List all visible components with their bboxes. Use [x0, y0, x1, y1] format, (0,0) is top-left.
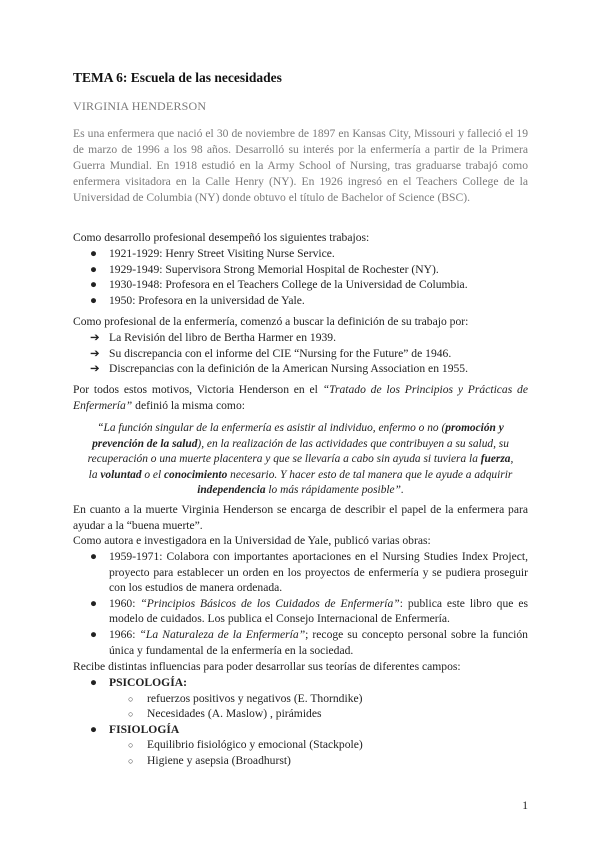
list-item: ● 1930-1948: Profesora en el Teachers College de la Universidad de Columbia.	[90, 278, 468, 292]
author-name: VIRGINIA HENDERSON	[73, 99, 207, 113]
bullet-icon: ●	[90, 247, 98, 260]
circle-bullet-icon: ○	[128, 709, 134, 720]
sub-list	[73, 737, 363, 768]
bullet-icon: ●	[90, 278, 98, 292]
list-item: ○ Equilibrio fisiológico y emocional (Stackpole)	[73, 737, 363, 753]
list-item: ● 1966: “La Naturaleza de la Enfermería”; recoge su concepto personal sobre la función única y fundamental de la enfermería en la sociedad.	[90, 627, 528, 657]
bullet-icon: ●	[90, 596, 98, 610]
works-intro: Como autora e investigadora en la Universidad de Yale, publicó varias obras:	[73, 534, 431, 547]
arrow-icon: ➔	[90, 331, 100, 344]
list-item: ➔ La Revisión del libro de Bertha Harmer en 1939.	[90, 331, 336, 344]
list-item: ➔ Discrepancias con la definición de la American Nursing Association en 1955.	[90, 362, 468, 376]
jobs-list	[73, 246, 468, 308]
arrow-icon: ➔	[90, 362, 100, 376]
bullet-icon: ●	[90, 627, 98, 641]
list-item: ● 1960: “Principios Básicos de los Cuidados de Enfermería”: publica este libro que es modelo de cuidados. Los publica el Consejo Internacional de Enfermería.	[90, 596, 528, 626]
field-label: FISIOLOGÍA	[109, 722, 180, 736]
list-item: ➔ Su discrepancia con el informe del CIE “Nursing for the Future” de 1946.	[90, 346, 452, 360]
search-intro: Como profesional de la enfermería, comenzó a buscar la definición de su trabajo por:	[73, 315, 469, 328]
biography-paragraph: Es una enfermera que nació el 30 de noviembre de 1897 en Kansas City, Missouri y falleció el 19 de marzo de 1996 a los 98 años. Desarrolló su interés por la enfermería a partir de la Primera Guerra Mundial. En 1918 estudió en la Army School of Nursing, tras graduarse trabajó como enfermera visitadora en la Calle Henry (NY). En 1926 ingresó en el Teachers College de la Universidad de Columbia (NY) donde obtuvo el título de Bachelor of Science (BSC).	[73, 127, 528, 204]
bullet-icon: ●	[90, 676, 98, 689]
topic-title: TEMA 6: Escuela de las necesidades	[73, 70, 282, 85]
sub-list	[73, 691, 363, 722]
list-item: ● 1959-1971: Colabora con importantes aportaciones en el Nursing Studies Index Project, proyecto para establecer un orden en los proyectos de enfermería y se pudiera proseguir con los estudios de manera ordenada.	[90, 550, 528, 595]
list-item	[73, 722, 363, 769]
page-number: 1	[522, 800, 528, 812]
circle-bullet-icon: ○	[128, 740, 134, 751]
circle-bullet-icon: ○	[128, 693, 134, 704]
list-item: ○ Necesidades (A. Maslow) , pirámides	[73, 706, 363, 722]
reasons-paragraph: Por todos estos motivos, Victoria Henderson en el “Tratado de los Principios y Prácticas de Enfermería” definió la misma como:	[73, 383, 528, 412]
circle-bullet-icon: ○	[128, 755, 134, 766]
search-list	[73, 330, 468, 377]
influences-intro: Recibe distintas influencias para poder desarrollar sus teorías de diferentes campos:	[73, 660, 461, 673]
field-label: PSICOLOGÍA:	[109, 676, 187, 689]
list-item	[73, 675, 363, 722]
works-list	[73, 549, 528, 658]
bullet-icon: ●	[90, 722, 98, 736]
list-item: ○ refuerzos positivos y negativos (E. Thorndike)	[73, 691, 363, 707]
list-item: ○ Higiene y asepsia (Broadhurst)	[73, 753, 363, 769]
definition-quote: “La función singular de la enfermería es asistir al individuo, enfermo o no (promoción y prevención de la salud), en la realización de las actividades que contribuyen a su salud, su recuperación o una muerte placentera y que se llevaría a cabo sin ayuda si tuviera la fuerza, la voluntad o el conocimiento necesario. Y hacer esto de tal manera que le ayude a adquirir independencia lo más rápidamente posible”.	[87, 422, 514, 497]
book-title: “Tratado de los Principios y Prácticas de Enfermería”	[73, 383, 528, 412]
bullet-icon: ●	[90, 293, 98, 307]
influences-list	[73, 675, 363, 769]
arrow-icon: ➔	[90, 346, 100, 360]
list-item: ● 1929-1949: Supervisora Strong Memorial Hospital de Rochester (NY).	[90, 262, 439, 276]
list-item: ● 1921-1929: Henry Street Visiting Nurse Service.	[90, 247, 335, 260]
death-paragraph: En cuanto a la muerte Virginia Henderson se encarga de describir el papel de la enfermera para ayudar a la “buena muerte”.	[73, 503, 528, 532]
jobs-intro: Como desarrollo profesional desempeñó los siguientes trabajos:	[73, 231, 370, 244]
bullet-icon: ●	[90, 262, 98, 276]
list-item: ● 1950: Profesora en la universidad de Yale.	[90, 293, 305, 307]
bullet-icon: ●	[90, 550, 98, 563]
